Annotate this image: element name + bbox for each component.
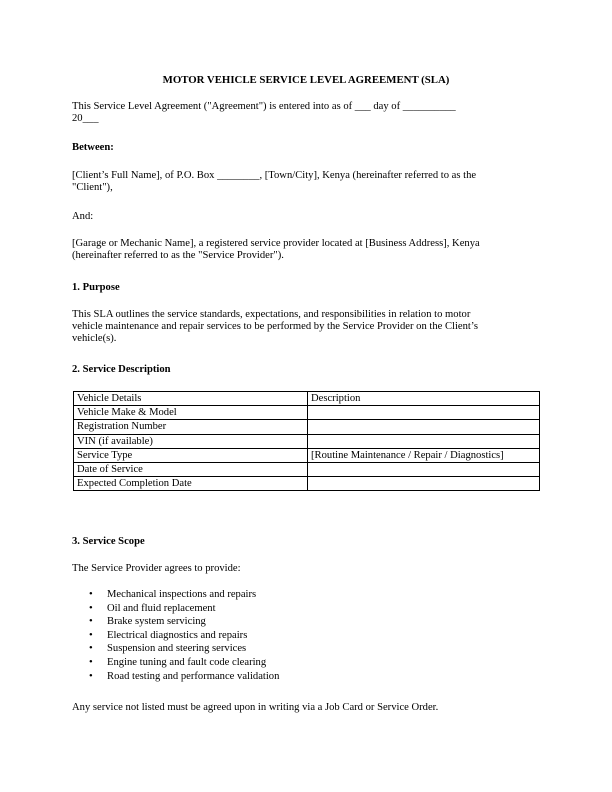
service-description-table — [73, 391, 540, 491]
bullet-icon: • — [89, 602, 93, 614]
purpose-line: vehicle(s). — [72, 333, 117, 345]
bullet-icon: • — [89, 656, 93, 668]
and-text: And: — [72, 211, 94, 222]
table-cell-value — [308, 406, 540, 420]
purpose-line: vehicle maintenance and repair services to be performed by the Service Provider on the Client’s — [72, 321, 478, 333]
table-cell-label: Vehicle Details — [74, 392, 308, 406]
table-row — [74, 448, 540, 462]
table-cell-value — [308, 477, 540, 491]
service-description-heading: 2. Service Description — [72, 364, 171, 375]
list-item — [72, 629, 279, 643]
list-item-text: Mechanical inspections and repairs — [107, 589, 257, 600]
table-cell-label: Expected Completion Date — [74, 477, 308, 491]
table-cell-label: VIN (if available) — [74, 434, 308, 448]
list-item-text: Suspension and steering services — [107, 643, 247, 655]
list-item — [72, 602, 279, 616]
table-cell-label: Service Type — [74, 448, 308, 462]
purpose-line: This SLA outlines the service standards, expectations, and responsibilities in relation to motor — [72, 309, 471, 320]
table-row — [74, 392, 540, 406]
between-heading: Between: — [72, 142, 114, 153]
table-row — [74, 420, 540, 434]
client-paragraph — [72, 170, 542, 194]
document-title: MOTOR VEHICLE SERVICE LEVEL AGREEMENT (SLA) — [162, 74, 450, 86]
list-item-text: Oil and fluid replacement — [107, 602, 216, 614]
list-item — [72, 656, 279, 670]
table-row — [74, 477, 540, 491]
list-item — [72, 615, 279, 629]
bullet-icon: • — [89, 629, 93, 641]
bullet-icon: • — [89, 589, 93, 600]
provider-line: [Garage or Mechanic Name], a registered service provider located at [Business Address], Kenya — [72, 238, 480, 249]
list-item — [72, 642, 279, 656]
scope-footer: Any service not listed must be agreed upon in writing via a Job Card or Service Order. — [72, 702, 439, 713]
table-cell-value: [Routine Maintenance / Repair / Diagnostics] — [308, 448, 540, 462]
table-cell-value — [308, 462, 540, 476]
bullet-icon: • — [89, 616, 93, 628]
provider-line: (hereinafter referred to as the "Service Provider"). — [72, 250, 284, 262]
table-cell-value: Description — [308, 392, 540, 406]
client-line: [Client’s Full Name], of P.O. Box ________, [Town/City], Kenya (hereinafter referred to as the — [72, 170, 477, 181]
table-cell-label: Date of Service — [74, 462, 308, 476]
purpose-paragraph — [72, 309, 542, 346]
client-line: "Client"), — [72, 182, 113, 194]
table-cell-value — [308, 420, 540, 434]
list-item-text: Road testing and performance validation — [107, 670, 280, 682]
list-item — [72, 588, 279, 602]
list-item-text: Electrical diagnostics and repairs — [107, 629, 248, 641]
intro-line: This Service Level Agreement ("Agreement") is entered into as of ___ day of __________ — [72, 101, 456, 112]
table-row — [74, 434, 540, 448]
list-item — [72, 670, 279, 684]
intro-paragraph — [72, 101, 542, 125]
table-cell-value — [308, 434, 540, 448]
table-cell-label: Vehicle Make & Model — [74, 406, 308, 420]
list-item-text: Engine tuning and fault code clearing — [107, 656, 267, 668]
scope-intro: The Service Provider agrees to provide: — [72, 563, 241, 574]
bullet-icon: • — [89, 670, 93, 682]
purpose-heading: 1. Purpose — [72, 282, 120, 293]
provider-paragraph — [72, 238, 542, 262]
table-row — [74, 462, 540, 476]
intro-line: 20___ — [72, 113, 99, 125]
service-scope-list — [72, 588, 279, 683]
service-scope-heading: 3. Service Scope — [72, 536, 145, 547]
table-row — [74, 406, 540, 420]
list-item-text: Brake system servicing — [107, 616, 206, 628]
table-cell-label: Registration Number — [74, 420, 308, 434]
bullet-icon: • — [89, 643, 93, 655]
